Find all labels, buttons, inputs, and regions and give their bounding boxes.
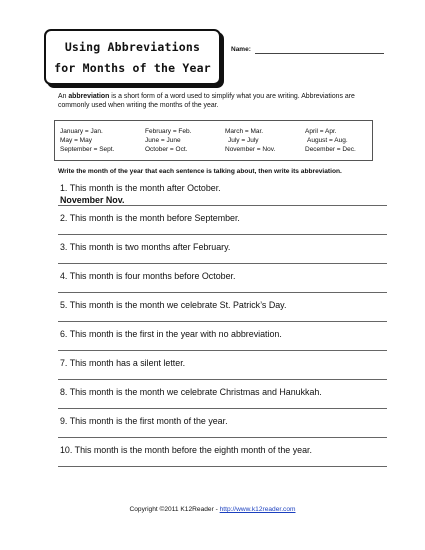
footer-copyright: Copyright ©2011 K12Reader - xyxy=(129,506,220,513)
abbreviation-cell: November = Nov. xyxy=(225,146,276,153)
intro-paragraph xyxy=(58,92,378,110)
answer-line[interactable] xyxy=(58,466,387,467)
name-label: Name: xyxy=(231,46,251,53)
abbreviation-cell: March = Mar. xyxy=(225,128,264,135)
answer-line[interactable] xyxy=(58,408,387,409)
answer-text[interactable]: November Nov. xyxy=(60,195,125,205)
question-text: 1. This month is the month after October. xyxy=(60,183,221,193)
abbreviation-row xyxy=(55,146,372,155)
abbreviation-table xyxy=(54,120,373,161)
question-text: 4. This month is four months before October. xyxy=(60,271,236,281)
name-field[interactable] xyxy=(255,53,384,54)
question-text: 10. This month is the month before the eighth month of the year. xyxy=(60,445,312,455)
question-text: 5. This month is the month we celebrate St. Patrick’s Day. xyxy=(60,300,287,310)
question-text: 8. This month is the month we celebrate Christmas and Hanukkah. xyxy=(60,387,322,397)
footer xyxy=(0,506,425,513)
instructions: Write the month of the year that each sentence is talking about, then write its abbreviation. xyxy=(58,168,342,175)
answer-line[interactable] xyxy=(58,379,387,380)
question-text: 9. This month is the first month of the year. xyxy=(60,416,228,426)
question-text: 3. This month is two months after February. xyxy=(60,242,231,252)
abbreviation-cell: December = Dec. xyxy=(305,146,356,153)
answer-line[interactable] xyxy=(58,437,387,438)
answer-line[interactable] xyxy=(58,321,387,322)
question-text: 2. This month is the month before September. xyxy=(60,213,240,223)
question-text: 6. This month is the first in the year with no abbreviation. xyxy=(60,329,282,339)
abbreviation-cell: October = Oct. xyxy=(145,146,188,153)
answer-line[interactable] xyxy=(58,205,387,206)
abbreviation-row xyxy=(55,137,372,146)
answer-line[interactable] xyxy=(58,263,387,264)
worksheet-title-line-1: Using Abbreviations xyxy=(64,40,201,54)
abbreviation-cell: June = June xyxy=(145,137,181,144)
worksheet-title-line-2: for Months of the Year xyxy=(54,61,211,75)
abbreviation-cell: April = Apr. xyxy=(305,128,337,135)
abbreviation-cell: January = Jan. xyxy=(60,128,103,135)
abbreviation-cell: May = May xyxy=(60,137,92,144)
abbreviation-row xyxy=(55,128,372,137)
footer-link[interactable]: http://www.k12reader.com xyxy=(219,506,296,513)
answer-line[interactable] xyxy=(58,292,387,293)
intro-term: abbreviation xyxy=(68,93,110,100)
worksheet-title-box xyxy=(44,29,221,85)
intro-rest: is a short form of a word used to simplify what you are writing. Abbreviations are commonly used when writing the months of the year. xyxy=(58,93,355,109)
answer-line[interactable] xyxy=(58,234,387,235)
abbreviation-cell: September = Sept. xyxy=(60,146,115,153)
intro-prefix: An xyxy=(58,93,69,100)
abbreviation-cell: July = July xyxy=(228,137,259,144)
question-text: 7. This month has a silent letter. xyxy=(60,358,186,368)
answer-line[interactable] xyxy=(58,350,387,351)
abbreviation-cell: February = Feb. xyxy=(145,128,192,135)
abbreviation-cell: August = Aug. xyxy=(307,137,348,144)
